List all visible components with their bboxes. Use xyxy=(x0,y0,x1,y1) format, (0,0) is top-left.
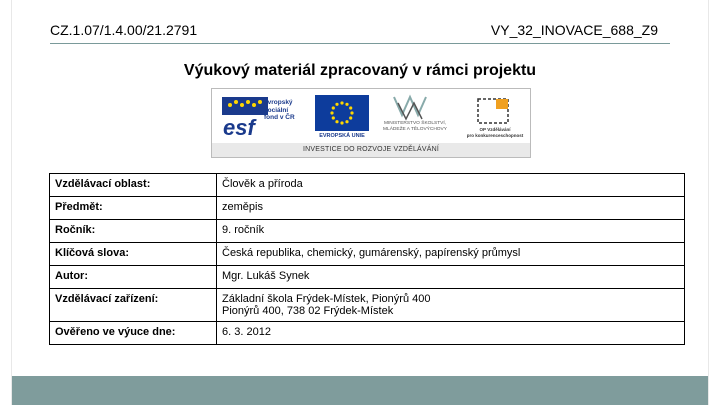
row-value: 6. 3. 2012 xyxy=(217,322,685,345)
table-row xyxy=(50,197,685,220)
row-label: Vzdělávací zařízení: xyxy=(50,289,217,322)
header-divider xyxy=(50,43,670,44)
table-row xyxy=(50,220,685,243)
row-label: Ověřeno ve výuce dne: xyxy=(50,322,217,345)
school-address: Pionýrů 400, 738 02 Frýdek-Místek xyxy=(222,305,394,317)
row-value: Česká republika, chemický, gumárenský, papírenský průmysl xyxy=(217,243,685,266)
row-value: 9. ročník xyxy=(217,220,685,243)
logo-strip xyxy=(211,88,531,158)
slide xyxy=(12,0,708,405)
row-value: zeměpis xyxy=(217,197,685,220)
row-value: Mgr. Lukáš Synek xyxy=(217,266,685,289)
row-label: Předmět: xyxy=(50,197,217,220)
table-row xyxy=(50,266,685,289)
table-row xyxy=(50,243,685,266)
project-code: CZ.1.07/1.4.00/21.2791 xyxy=(50,22,198,38)
eu-flag-icon xyxy=(315,95,369,131)
page-title: Výukový materiál zpracovaný v rámci projektu xyxy=(183,62,537,79)
table-row xyxy=(50,322,685,345)
material-code: VY_32_INOVACE_688_Z9 xyxy=(490,22,658,38)
svg-text:esf: esf xyxy=(223,115,255,137)
eu-label: EVROPSKÁ UNIE xyxy=(319,133,365,139)
row-label: Klíčová slova: xyxy=(50,243,217,266)
row-label: Ročník: xyxy=(50,220,217,243)
row-label: Autor: xyxy=(50,266,217,289)
row-label: Vzdělávací oblast: xyxy=(50,174,217,197)
esf-text: evropský sociální fond v ČR xyxy=(264,99,295,121)
opvk-label: OP Vzdělávání pro konkurenceschopnost xyxy=(466,127,524,138)
info-table xyxy=(49,173,685,345)
investment-banner: INVESTICE DO ROZVOJE VZDĚLÁVÁNÍ xyxy=(212,143,530,157)
row-value: Člověk a příroda xyxy=(217,174,685,197)
table-row xyxy=(50,289,685,322)
msmt-label: MINISTERSTVO ŠKOLSTVÍ, MLÁDEŽE A TĚLOVÝCHOVY xyxy=(383,121,447,132)
table-row xyxy=(50,174,685,197)
row-value xyxy=(217,289,685,322)
msmt-logo-icon xyxy=(372,93,452,141)
footer-band xyxy=(12,376,708,405)
school-name: Základní škola Frýdek-Místek, Pionýrů 400 xyxy=(222,293,431,305)
